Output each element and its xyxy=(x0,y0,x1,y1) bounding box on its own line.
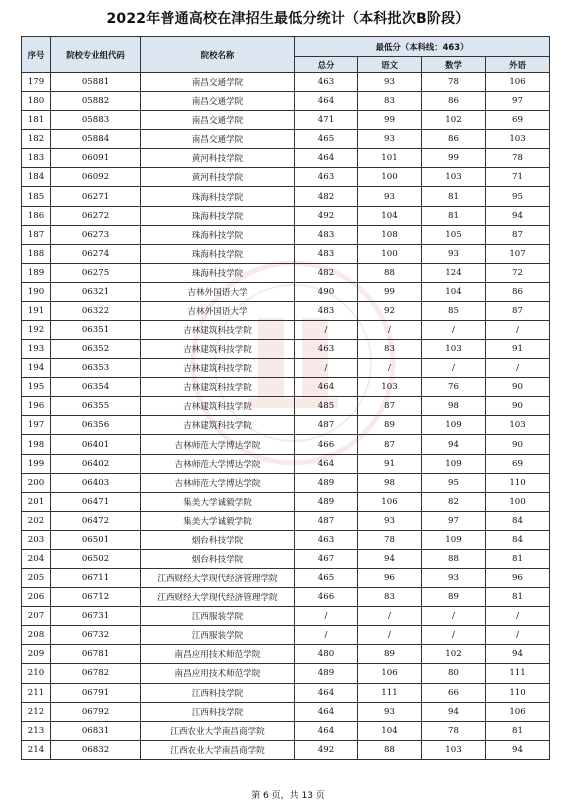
cell-chinese: 106 xyxy=(358,664,422,683)
cell-seq: 197 xyxy=(22,416,51,435)
cell-total: 483 xyxy=(295,301,358,320)
cell-code: 06472 xyxy=(51,511,141,530)
cell-chinese: / xyxy=(358,607,422,626)
cell-code: 06353 xyxy=(51,359,141,378)
cell-code: 06731 xyxy=(51,607,141,626)
cell-math: 82 xyxy=(422,492,486,511)
cell-total: 465 xyxy=(295,130,358,149)
cell-chinese: 100 xyxy=(358,168,422,187)
cell-chinese: 83 xyxy=(358,92,422,111)
cell-seq: 193 xyxy=(22,340,51,359)
cell-math: 124 xyxy=(422,263,486,282)
cell-math: 81 xyxy=(422,206,486,225)
cell-name: 江西财经大学现代经济管理学院 xyxy=(141,569,295,588)
table-row xyxy=(22,397,550,416)
cell-total: 464 xyxy=(295,454,358,473)
cell-code: 06321 xyxy=(51,282,141,301)
cell-seq: 200 xyxy=(22,473,51,492)
cell-math: / xyxy=(422,626,486,645)
cell-chinese: 89 xyxy=(358,645,422,664)
cell-foreign: 111 xyxy=(486,664,550,683)
header-foreign: 外语 xyxy=(486,57,550,73)
cell-math: 81 xyxy=(422,187,486,206)
cell-foreign: 103 xyxy=(486,130,550,149)
cell-foreign: 81 xyxy=(486,549,550,568)
cell-chinese: 89 xyxy=(358,416,422,435)
table-row xyxy=(22,168,550,187)
table-row xyxy=(22,340,550,359)
cell-foreign: 78 xyxy=(486,149,550,168)
cell-math: 80 xyxy=(422,664,486,683)
cell-total: 482 xyxy=(295,263,358,282)
cell-total: 464 xyxy=(295,378,358,397)
cell-total: 489 xyxy=(295,473,358,492)
cell-total: 492 xyxy=(295,740,358,759)
cell-chinese: / xyxy=(358,321,422,340)
cell-math: 99 xyxy=(422,149,486,168)
cell-total: / xyxy=(295,607,358,626)
cell-chinese: 78 xyxy=(358,530,422,549)
cell-seq: 211 xyxy=(22,683,51,702)
cell-chinese: 87 xyxy=(358,397,422,416)
page-footer: 第 6 页，共 13 页 xyxy=(251,791,325,801)
cell-total: 483 xyxy=(295,225,358,244)
cell-seq: 185 xyxy=(22,187,51,206)
cell-name: 珠海科技学院 xyxy=(141,263,295,282)
table-row xyxy=(22,435,550,454)
cell-name: 江西财经大学现代经济管理学院 xyxy=(141,588,295,607)
cell-chinese: 93 xyxy=(358,702,422,721)
cell-math: 88 xyxy=(422,549,486,568)
cell-math: 104 xyxy=(422,282,486,301)
cell-code: 06091 xyxy=(51,149,141,168)
cell-seq: 182 xyxy=(22,130,51,149)
cell-foreign: 95 xyxy=(486,187,550,206)
cell-chinese: 88 xyxy=(358,740,422,759)
cell-chinese: 101 xyxy=(358,149,422,168)
cell-total: 489 xyxy=(295,492,358,511)
cell-math: 94 xyxy=(422,435,486,454)
cell-code: 06792 xyxy=(51,702,141,721)
header-min-score: 最低分（本科线：463） xyxy=(295,37,550,57)
cell-foreign: 81 xyxy=(486,588,550,607)
cell-total: 487 xyxy=(295,511,358,530)
cell-code: 06401 xyxy=(51,435,141,454)
cell-seq: 195 xyxy=(22,378,51,397)
cell-math: 86 xyxy=(422,92,486,111)
cell-seq: 198 xyxy=(22,435,51,454)
cell-code: 06275 xyxy=(51,263,141,282)
cell-code: 06355 xyxy=(51,397,141,416)
cell-seq: 183 xyxy=(22,149,51,168)
cell-name: 烟台科技学院 xyxy=(141,549,295,568)
cell-foreign: 110 xyxy=(486,473,550,492)
cell-code: 06502 xyxy=(51,549,141,568)
cell-code: 06271 xyxy=(51,187,141,206)
cell-foreign: 69 xyxy=(486,454,550,473)
cell-total: 463 xyxy=(295,340,358,359)
cell-foreign: 106 xyxy=(486,73,550,92)
cell-name: 珠海科技学院 xyxy=(141,225,295,244)
cell-foreign: / xyxy=(486,359,550,378)
cell-name: 吉林外国语大学 xyxy=(141,301,295,320)
cell-code: 06712 xyxy=(51,588,141,607)
cell-name: 黄河科技学院 xyxy=(141,168,295,187)
cell-name: 江西科技学院 xyxy=(141,683,295,702)
cell-name: 吉林建筑科技学院 xyxy=(141,397,295,416)
cell-total: 480 xyxy=(295,645,358,664)
cell-seq: 181 xyxy=(22,111,51,130)
cell-total: 466 xyxy=(295,588,358,607)
cell-name: 江西农业大学南昌商学院 xyxy=(141,740,295,759)
cell-seq: 180 xyxy=(22,92,51,111)
cell-chinese: 103 xyxy=(358,378,422,397)
cell-code: 06732 xyxy=(51,626,141,645)
cell-math: 105 xyxy=(422,225,486,244)
cell-chinese: 93 xyxy=(358,130,422,149)
header-seq: 序号 xyxy=(22,37,51,73)
cell-name: 集美大学诚毅学院 xyxy=(141,511,295,530)
cell-math: 102 xyxy=(422,111,486,130)
cell-chinese: 111 xyxy=(358,683,422,702)
cell-foreign: 90 xyxy=(486,378,550,397)
cell-name: 南昌交通学院 xyxy=(141,130,295,149)
cell-seq: 179 xyxy=(22,73,51,92)
cell-name: 烟台科技学院 xyxy=(141,530,295,549)
cell-chinese: 100 xyxy=(358,244,422,263)
cell-foreign: 72 xyxy=(486,263,550,282)
cell-seq: 212 xyxy=(22,702,51,721)
cell-seq: 214 xyxy=(22,740,51,759)
cell-chinese: 104 xyxy=(358,206,422,225)
cell-math: 103 xyxy=(422,168,486,187)
cell-code: 06711 xyxy=(51,569,141,588)
header-chinese: 语文 xyxy=(358,57,422,73)
table-row xyxy=(22,702,550,721)
cell-name: 吉林建筑科技学院 xyxy=(141,321,295,340)
table-row xyxy=(22,225,550,244)
cell-math: 109 xyxy=(422,416,486,435)
cell-code: 06272 xyxy=(51,206,141,225)
cell-name: 珠海科技学院 xyxy=(141,187,295,206)
cell-total: 464 xyxy=(295,683,358,702)
table-row xyxy=(22,130,550,149)
cell-math: 103 xyxy=(422,740,486,759)
cell-code: 06351 xyxy=(51,321,141,340)
cell-total: 463 xyxy=(295,168,358,187)
table-row xyxy=(22,721,550,740)
cell-chinese: 99 xyxy=(358,282,422,301)
cell-foreign: 94 xyxy=(486,645,550,664)
cell-total: 492 xyxy=(295,206,358,225)
cell-foreign: / xyxy=(486,607,550,626)
cell-seq: 213 xyxy=(22,721,51,740)
table-row xyxy=(22,359,550,378)
cell-foreign: 106 xyxy=(486,702,550,721)
cell-code: 06322 xyxy=(51,301,141,320)
table-row xyxy=(22,645,550,664)
cell-foreign: 90 xyxy=(486,397,550,416)
cell-total: 485 xyxy=(295,397,358,416)
cell-code: 06092 xyxy=(51,168,141,187)
cell-foreign: 97 xyxy=(486,92,550,111)
cell-math: 102 xyxy=(422,645,486,664)
cell-foreign: 107 xyxy=(486,244,550,263)
cell-code: 06501 xyxy=(51,530,141,549)
cell-math: 78 xyxy=(422,721,486,740)
cell-total: / xyxy=(295,359,358,378)
cell-total: 467 xyxy=(295,549,358,568)
cell-seq: 210 xyxy=(22,664,51,683)
header-name: 院校名称 xyxy=(141,37,295,73)
cell-chinese: 93 xyxy=(358,73,422,92)
cell-total: 482 xyxy=(295,187,358,206)
cell-seq: 199 xyxy=(22,454,51,473)
cell-name: 集美大学诚毅学院 xyxy=(141,492,295,511)
cell-seq: 194 xyxy=(22,359,51,378)
cell-seq: 184 xyxy=(22,168,51,187)
table-row xyxy=(22,588,550,607)
cell-chinese: 94 xyxy=(358,549,422,568)
cell-seq: 190 xyxy=(22,282,51,301)
cell-total: / xyxy=(295,321,358,340)
cell-foreign: 103 xyxy=(486,416,550,435)
cell-chinese: 104 xyxy=(358,721,422,740)
cell-code: 06402 xyxy=(51,454,141,473)
cell-name: 江西科技学院 xyxy=(141,702,295,721)
cell-total: 464 xyxy=(295,92,358,111)
cell-name: 吉林建筑科技学院 xyxy=(141,340,295,359)
cell-name: 江西服装学院 xyxy=(141,626,295,645)
cell-code: 06354 xyxy=(51,378,141,397)
header-total: 总分 xyxy=(295,57,358,73)
cell-name: 南昌应用技术师范学院 xyxy=(141,664,295,683)
cell-math: 86 xyxy=(422,130,486,149)
cell-chinese: 106 xyxy=(358,492,422,511)
cell-foreign: 100 xyxy=(486,492,550,511)
table-row xyxy=(22,511,550,530)
cell-chinese: 92 xyxy=(358,301,422,320)
table-row xyxy=(22,607,550,626)
cell-seq: 206 xyxy=(22,588,51,607)
cell-code: 06791 xyxy=(51,683,141,702)
table-row xyxy=(22,187,550,206)
cell-code: 06356 xyxy=(51,416,141,435)
cell-name: 吉林建筑科技学院 xyxy=(141,416,295,435)
table-row xyxy=(22,263,550,282)
cell-foreign: 87 xyxy=(486,225,550,244)
cell-code: 06273 xyxy=(51,225,141,244)
cell-foreign: 71 xyxy=(486,168,550,187)
cell-code: 06352 xyxy=(51,340,141,359)
cell-math: / xyxy=(422,607,486,626)
table-row xyxy=(22,111,550,130)
cell-seq: 188 xyxy=(22,244,51,263)
cell-foreign: 86 xyxy=(486,282,550,301)
cell-code: 06403 xyxy=(51,473,141,492)
table-row xyxy=(22,683,550,702)
cell-code: 06781 xyxy=(51,645,141,664)
cell-math: 85 xyxy=(422,301,486,320)
cell-name: 珠海科技学院 xyxy=(141,206,295,225)
cell-foreign: / xyxy=(486,626,550,645)
cell-seq: 202 xyxy=(22,511,51,530)
cell-chinese: / xyxy=(358,359,422,378)
table-row xyxy=(22,740,550,759)
cell-code: 06782 xyxy=(51,664,141,683)
cell-name: 吉林建筑科技学院 xyxy=(141,359,295,378)
cell-math: 95 xyxy=(422,473,486,492)
cell-total: 463 xyxy=(295,73,358,92)
cell-name: 吉林外国语大学 xyxy=(141,282,295,301)
cell-total: 489 xyxy=(295,664,358,683)
cell-name: 南昌交通学院 xyxy=(141,111,295,130)
cell-total: 490 xyxy=(295,282,358,301)
cell-name: 南昌交通学院 xyxy=(141,73,295,92)
cell-math: 98 xyxy=(422,397,486,416)
cell-chinese: 83 xyxy=(358,588,422,607)
cell-total: 463 xyxy=(295,530,358,549)
cell-chinese: 83 xyxy=(358,340,422,359)
cell-foreign: 87 xyxy=(486,301,550,320)
cell-name: 黄河科技学院 xyxy=(141,149,295,168)
cell-seq: 196 xyxy=(22,397,51,416)
table-row xyxy=(22,206,550,225)
cell-foreign: 96 xyxy=(486,569,550,588)
cell-total: / xyxy=(295,626,358,645)
table-row xyxy=(22,473,550,492)
table-row xyxy=(22,569,550,588)
cell-foreign: 84 xyxy=(486,511,550,530)
table-row xyxy=(22,664,550,683)
cell-seq: 207 xyxy=(22,607,51,626)
cell-foreign: 90 xyxy=(486,435,550,454)
cell-code: 05884 xyxy=(51,130,141,149)
cell-code: 05882 xyxy=(51,92,141,111)
table-row xyxy=(22,626,550,645)
table-row xyxy=(22,530,550,549)
cell-math: 109 xyxy=(422,530,486,549)
cell-chinese: 99 xyxy=(358,111,422,130)
table-row xyxy=(22,149,550,168)
cell-foreign: 81 xyxy=(486,721,550,740)
cell-foreign: 94 xyxy=(486,740,550,759)
cell-chinese: 98 xyxy=(358,473,422,492)
table-row xyxy=(22,416,550,435)
cell-math: 93 xyxy=(422,244,486,263)
cell-seq: 186 xyxy=(22,206,51,225)
cell-foreign: 91 xyxy=(486,340,550,359)
cell-chinese: 108 xyxy=(358,225,422,244)
cell-total: 466 xyxy=(295,435,358,454)
cell-math: 109 xyxy=(422,454,486,473)
cell-code: 06274 xyxy=(51,244,141,263)
cell-code: 05881 xyxy=(51,73,141,92)
cell-name: 江西农业大学南昌商学院 xyxy=(141,721,295,740)
cell-math: / xyxy=(422,359,486,378)
cell-chinese: 87 xyxy=(358,435,422,454)
page-title: 2022年普通高校在津招生最低分统计（本科批次B阶段） xyxy=(106,11,470,27)
cell-seq: 192 xyxy=(22,321,51,340)
table-row xyxy=(22,321,550,340)
cell-total: 464 xyxy=(295,702,358,721)
table-row xyxy=(22,73,550,92)
cell-foreign: 110 xyxy=(486,683,550,702)
cell-math: 94 xyxy=(422,702,486,721)
table-row xyxy=(22,301,550,320)
cell-seq: 204 xyxy=(22,549,51,568)
cell-seq: 201 xyxy=(22,492,51,511)
cell-math: 103 xyxy=(422,340,486,359)
cell-chinese: 96 xyxy=(358,569,422,588)
cell-seq: 191 xyxy=(22,301,51,320)
cell-total: 465 xyxy=(295,569,358,588)
cell-seq: 203 xyxy=(22,530,51,549)
cell-math: / xyxy=(422,321,486,340)
cell-math: 66 xyxy=(422,683,486,702)
table-row xyxy=(22,454,550,473)
cell-math: 89 xyxy=(422,588,486,607)
header-code: 院校专业组代码 xyxy=(51,37,141,73)
cell-seq: 189 xyxy=(22,263,51,282)
cell-name: 吉林建筑科技学院 xyxy=(141,378,295,397)
cell-math: 78 xyxy=(422,73,486,92)
cell-math: 93 xyxy=(422,569,486,588)
cell-chinese: 91 xyxy=(358,454,422,473)
cell-code: 06471 xyxy=(51,492,141,511)
cell-chinese: 88 xyxy=(358,263,422,282)
header-math: 数学 xyxy=(422,57,486,73)
cell-name: 江西服装学院 xyxy=(141,607,295,626)
cell-name: 珠海科技学院 xyxy=(141,244,295,263)
cell-seq: 205 xyxy=(22,569,51,588)
cell-chinese: / xyxy=(358,626,422,645)
table-row xyxy=(22,549,550,568)
cell-chinese: 93 xyxy=(358,511,422,530)
cell-total: 464 xyxy=(295,721,358,740)
cell-foreign: 69 xyxy=(486,111,550,130)
cell-chinese: 93 xyxy=(358,187,422,206)
cell-total: 487 xyxy=(295,416,358,435)
cell-foreign: / xyxy=(486,321,550,340)
cell-name: 南昌应用技术师范学院 xyxy=(141,645,295,664)
cell-total: 464 xyxy=(295,149,358,168)
table-row xyxy=(22,492,550,511)
table-row xyxy=(22,378,550,397)
table-row xyxy=(22,92,550,111)
cell-seq: 208 xyxy=(22,626,51,645)
cell-foreign: 94 xyxy=(486,206,550,225)
table-row xyxy=(22,244,550,263)
cell-name: 南昌交通学院 xyxy=(141,92,295,111)
cell-total: 471 xyxy=(295,111,358,130)
cell-code: 06831 xyxy=(51,721,141,740)
cell-name: 吉林师范大学博达学院 xyxy=(141,454,295,473)
cell-math: 76 xyxy=(422,378,486,397)
cell-foreign: 84 xyxy=(486,530,550,549)
cell-name: 吉林师范大学博达学院 xyxy=(141,435,295,454)
cell-seq: 209 xyxy=(22,645,51,664)
table-row xyxy=(22,282,550,301)
cell-total: 483 xyxy=(295,244,358,263)
cell-math: 97 xyxy=(422,511,486,530)
cell-code: 06832 xyxy=(51,740,141,759)
cell-seq: 187 xyxy=(22,225,51,244)
score-table xyxy=(21,36,550,760)
cell-name: 吉林师范大学博达学院 xyxy=(141,473,295,492)
cell-code: 05883 xyxy=(51,111,141,130)
